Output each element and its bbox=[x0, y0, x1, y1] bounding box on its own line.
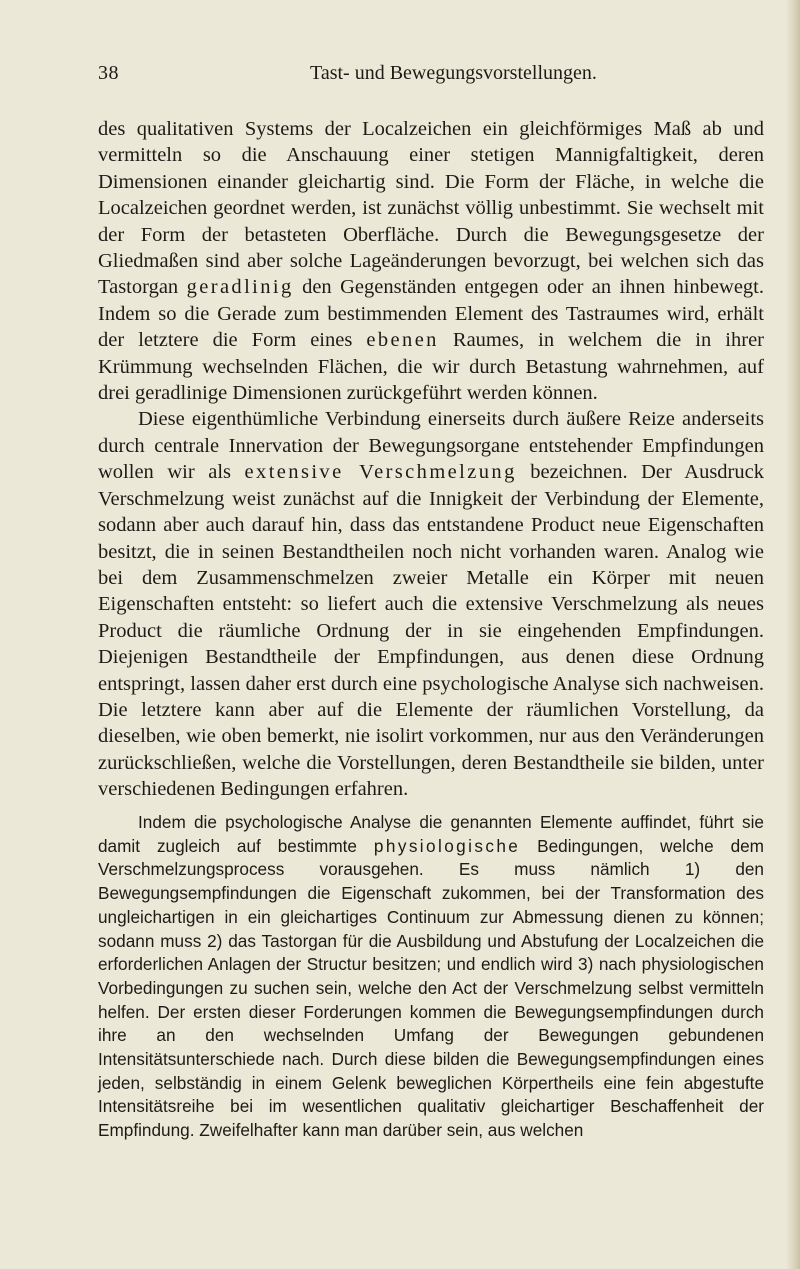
small-print-section bbox=[98, 811, 764, 1143]
main-text bbox=[98, 116, 764, 803]
page-number: 38 bbox=[98, 62, 119, 84]
paragraph-1-text-b: den Gegenständen entgegen oder an ihnen hinbewegt. Indem so die Gerade zum bestimmenden Element des Tastraumes wird, erhält der letztere die Form eines bbox=[98, 276, 764, 352]
small-print-paragraph bbox=[98, 811, 764, 1143]
paragraph-2-text-a: Diese eigenthümliche Verbindung einerseits durch äußere Reize anderseits durch centrale Innervation der Bewegungsorgane entstehender Empfindungen wollen wir als bbox=[98, 408, 764, 484]
emphasis-ebenen: ebenen bbox=[366, 329, 439, 352]
emphasis-geradlinig: geradlinig bbox=[186, 276, 294, 299]
paragraph-1-text-a: des qualitativen Systems der Localzeichen ein gleichförmiges Maß ab und vermitteln so die Anschauung einer stetigen Mannigfaltigkeit, deren Dimensionen einander gleichartig sind. Die Form der Fläche, in welche die Localzeichen geordnet werden, ist zunächst völlig unbestimmt. Sie wechselt mit der Form der betasteten Oberfläche. Durch die Bewegungsgesetze der Gliedmaßen sind aber solche Lageänderungen bevorzugt, bei welchen sich das Tastorgan bbox=[98, 118, 764, 299]
paragraph-2-text-b: bezeichnen. Der Ausdruck Verschmelzung weist zunächst auf die Innigkeit der Verbindung der Elemente, sodann aber auch darauf hin, dass das entstandene Product neue Eigenschaften besitzt, die in seinen Bestandtheilen noch nicht vorhanden waren. Analog wie bei dem Zusammenschmelzen zweier Metalle ein Körper mit neuen Eigenschaften entsteht: so liefert auch die extensive Verschmelzung als neues Product die räumliche Ordnung der in sie eingehenden Empfindungen. Diejenigen Bestandtheile der Empfindungen, aus denen diese Ordnung entspringt, lassen daher erst durch eine psychologische Analyse sich nachweisen. Die letztere kann aber auf die Elemente der räumlichen Vorstellung, da dieselben, wie oben bemerkt, nie isolirt vorkommen, nur aus den Veränderungen zurückschließen, welche die Vorstellungen, deren Bestandtheile sie bilden, unter verschiedenen Bedingungen erfahren. bbox=[98, 461, 764, 801]
paragraph-2 bbox=[98, 406, 764, 802]
emphasis-physiologische: physiologische bbox=[373, 835, 521, 856]
page-edge-shadow bbox=[786, 0, 800, 1269]
running-head bbox=[98, 62, 718, 92]
small-print-text-a: Indem die psychologische Analyse die genannten Elemente auffindet, führt sie damit zugleich auf bestimmte bbox=[98, 812, 764, 856]
running-title: Tast- und Bewegungsvorstellungen. bbox=[310, 62, 597, 84]
small-print-text-b: Bedingungen, welche dem Verschmelzungsprocess vorausgehen. Es muss nämlich 1) den Bewegungsempfindungen die Eigenschaft zukommen, bei der Transformation des ungleichartigen in ein gleichartiges Continuum zur Abmessung dienen zu können; sodann muss 2) das Tastorgan für die Ausbildung und Abstufung der Localzeichen die erforderlichen Anlagen der Structur besitzen; und endlich wird 3) nach physiologischen Vorbedingungen zu suchen sein, welche den Act der Verschmelzung selbst vermitteln helfen. Der ersten dieser Forderungen kommen die Bewegungsempfindungen durch ihre an den wechselnden Umfang der Bewegungen gebundenen Intensitätsunterschiede nach. Durch diese bilden die Bewegungsempfindungen eines jeden, selbständig in einem Gelenk beweglichen Körpertheils eine fein abgestufte Intensitätsreihe bei im wesentlichen qualitativ gleichartiger Beschaffenheit der Empfindung. Zweifelhafter kann man darüber sein, aus welchen bbox=[98, 835, 765, 1141]
emphasis-extensive-verschmelzung: extensive Verschmelzung bbox=[244, 461, 517, 484]
paragraph-1 bbox=[98, 116, 764, 406]
paragraph-1-text-c: Raumes, in welchem die in ihrer Krümmung wechselnden Flächen, die wir durch Betastung wahrnehmen, auf drei geradlinige Dimensionen zurückgeführt werden können. bbox=[98, 329, 765, 405]
